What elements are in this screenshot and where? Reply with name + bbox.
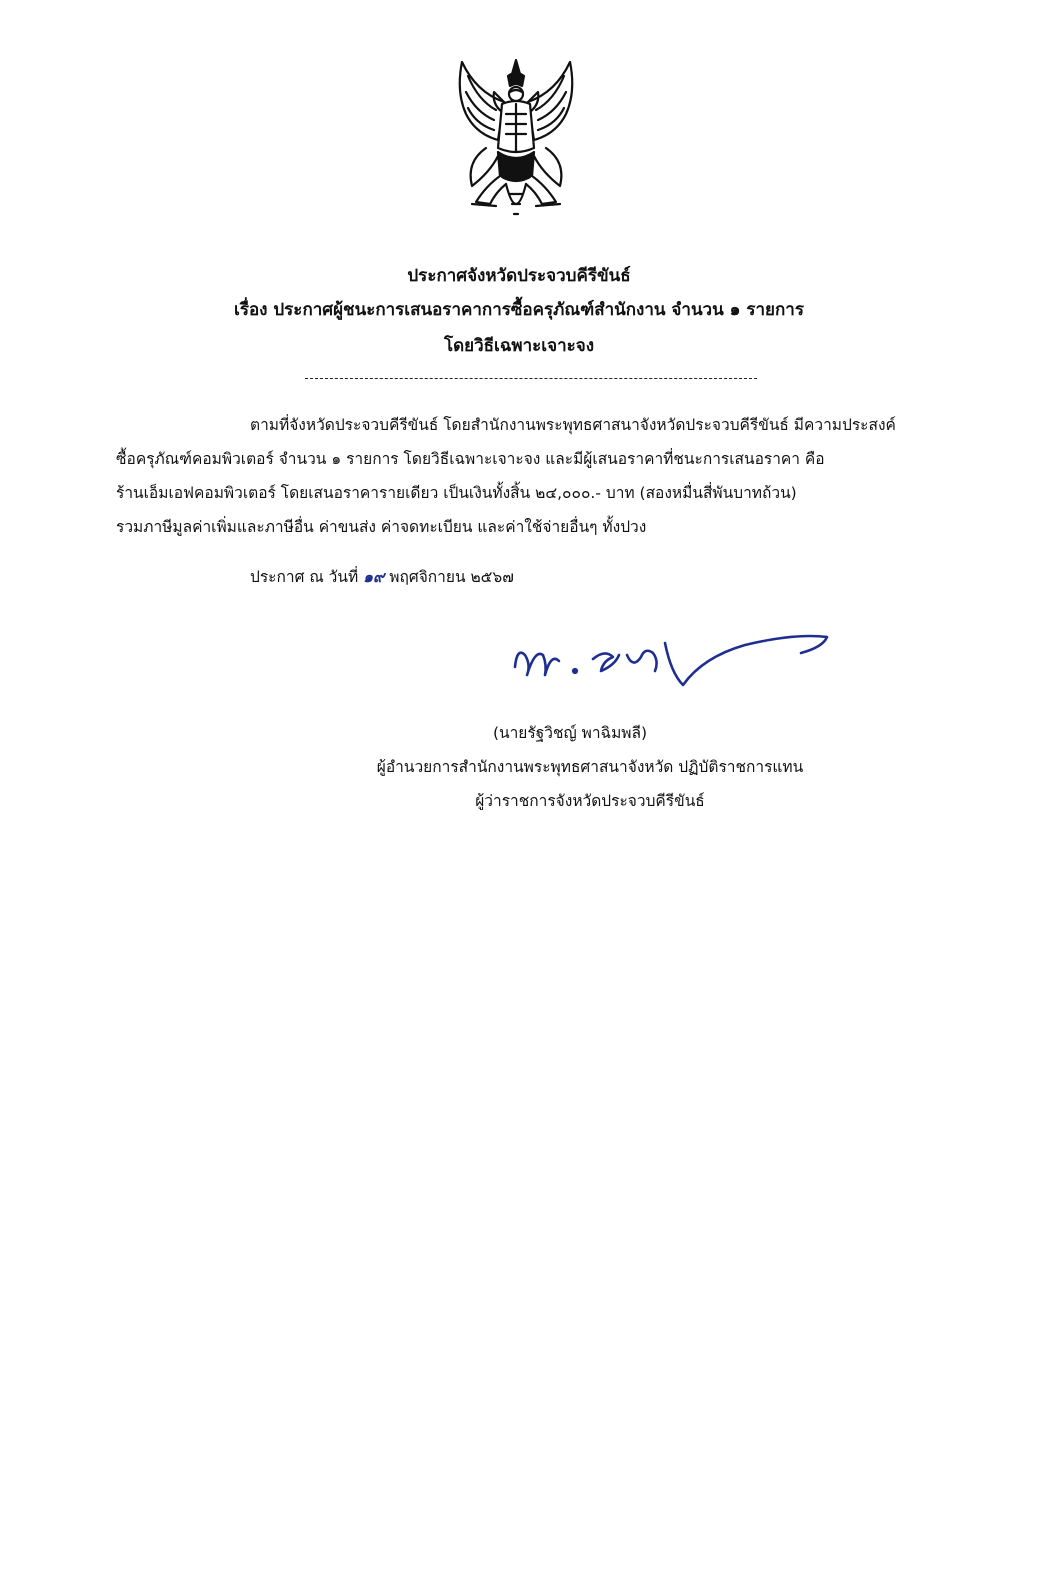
handwritten-signature: [505, 625, 835, 700]
announcement-subject: เรื่อง ประกาศผู้ชนะการเสนอราคาการซื้อครุภัณฑ์สำนักงาน จำนวน ๑ รายการ: [234, 300, 804, 320]
date-prefix: ประกาศ ณ วันที่: [250, 568, 359, 586]
announcement-title: ประกาศจังหวัดประจวบคีรีขันธ์: [407, 266, 631, 286]
body-line-2: ซื้อครุภัณฑ์คอมพิวเตอร์ จำนวน ๑ รายการ โดยวิธีเฉพาะเจาะจง และมีผู้เสนอราคาที่ชนะการเสนอราคา คือ: [116, 450, 825, 468]
body-line-3: ร้านเอ็มเอฟคอมพิวเตอร์ โดยเสนอราคารายเดียว เป็นเงินทั้งสิ้น ๒๔,๐๐๐.- บาท (สองหมื่นสี่พันบาทถ้วน): [116, 484, 797, 502]
announcement-date: [250, 562, 514, 592]
procurement-method: โดยวิธีเฉพาะเจาะจง: [443, 336, 595, 356]
body-line-1: ตามที่จังหวัดประจวบคีรีขันธ์ โดยสำนักงานพระพุทธศาสนาจังหวัดประจวบคีรีขันธ์ มีความประสงค์: [250, 416, 896, 434]
signatory-acting-for: ผู้ว่าราชการจังหวัดประจวบคีรีขันธ์: [475, 792, 705, 810]
divider-line: [305, 378, 757, 379]
date-day: ๑๙: [363, 568, 385, 586]
body-line-4: รวมภาษีมูลค่าเพิ่มและภาษีอื่น ค่าขนส่ง ค่าจดทะเบียน และค่าใช้จ่ายอื่นๆ ทั้งปวง: [116, 518, 647, 536]
signatory-position: ผู้อำนวยการสำนักงานพระพุทธศาสนาจังหวัด ปฏิบัติราชการแทน: [376, 758, 804, 776]
signatory-name: (นายรัฐวิชญ์ พาฉิมพลี): [492, 724, 648, 742]
garuda-emblem-icon: [436, 52, 596, 232]
date-month-year: พฤศจิกายน ๒๕๖๗: [389, 568, 514, 586]
